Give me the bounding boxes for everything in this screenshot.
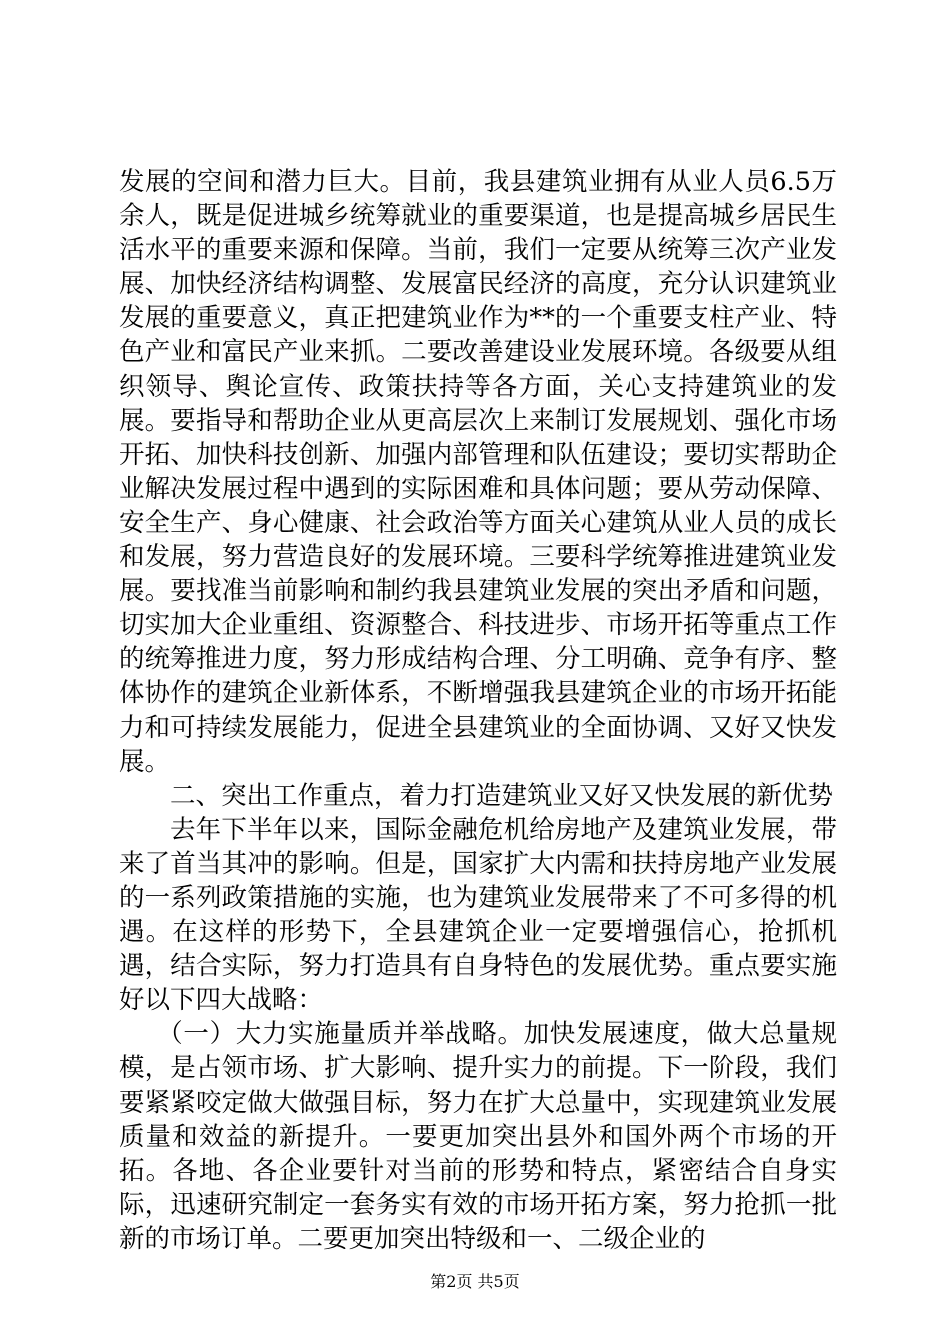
paragraph-continued: 发展的空间和潜力巨大。目前，我县建筑业拥有从业人员6.5万余人，既是促进城乡统筹就业的重要渠道，也是提高城乡居民生活水平的重要来源和保障。当前，我们一定要从统筹三次产业发展、加快经济结构调整、发展富民经济的高度，充分认识建筑业发展的重要意义，真正把建筑业作为**的一个重要支柱产业、特色产业和富民产业来抓。二要改善建设业发展环境。各级要从组织领导、舆论宣传、政策扶持等各方面，关心支持建筑业的发展。要指导和帮助企业从更高层次上来制订发展规划、强化市场开拓、加快科技创新、加强内部管理和队伍建设；要切实帮助企业解决发展过程中遇到的实际困难和具体问题；要从劳动保障、安全生产、身心健康、社会政治等方面关心建筑从业人员的成长和发展，努力营造良好的发展环境。三要科学统筹推进建筑业发展。要找准当前影响和制约我县建筑业发展的突出矛盾和问题，切实加大企业重组、资源整合、科技进步、市场开拓等重点工作的统筹推进力度，努力形成结构合理、分工明确、竞争有序、整体协作的建筑企业新体系，不断增强我县建筑企业的市场开拓能力和可持续发展能力，促进全县建筑业的全面协调、又好又快发展。 (119, 167, 837, 777)
document-body (119, 165, 837, 1256)
paragraph-intro: 去年下半年以来，国际金融危机给房地产及建筑业发展，带来了首当其冲的影响。但是，国家扩大内需和扶持房地产业发展的一系列政策措施的实施，也为建筑业发展带来了不可多得的机遇。在这样的形势下，全县建筑企业一定要增强信心，抢抓机遇，结合实际，努力打造具有自身特色的发展优势。重点要实施好以下四大战略： (119, 814, 837, 1016)
section-heading: 二、突出工作重点，着力打造建筑业又好又快发展的新优势 (170, 780, 834, 811)
paragraph-strategy-one: （一）大力实施量质并举战略。加快发展速度，做大总量规模，是占领市场、扩大影响、提升实力的前提。下一阶段，我们要紧紧咬定做大做强目标，努力在扩大总量中，实现建筑业发展质量和效益的新提升。一要更加突出县外和国外两个市场的开拓。各地、各企业要针对当前的形势和特点，紧密结合自身实际，迅速研究制定一套务实有效的市场开拓方案，努力抢抓一批新的市场订单。二要更加突出特级和一、二级企业的 (119, 1019, 837, 1254)
page-number-footer: 第2页 共5页 (430, 1272, 520, 1291)
